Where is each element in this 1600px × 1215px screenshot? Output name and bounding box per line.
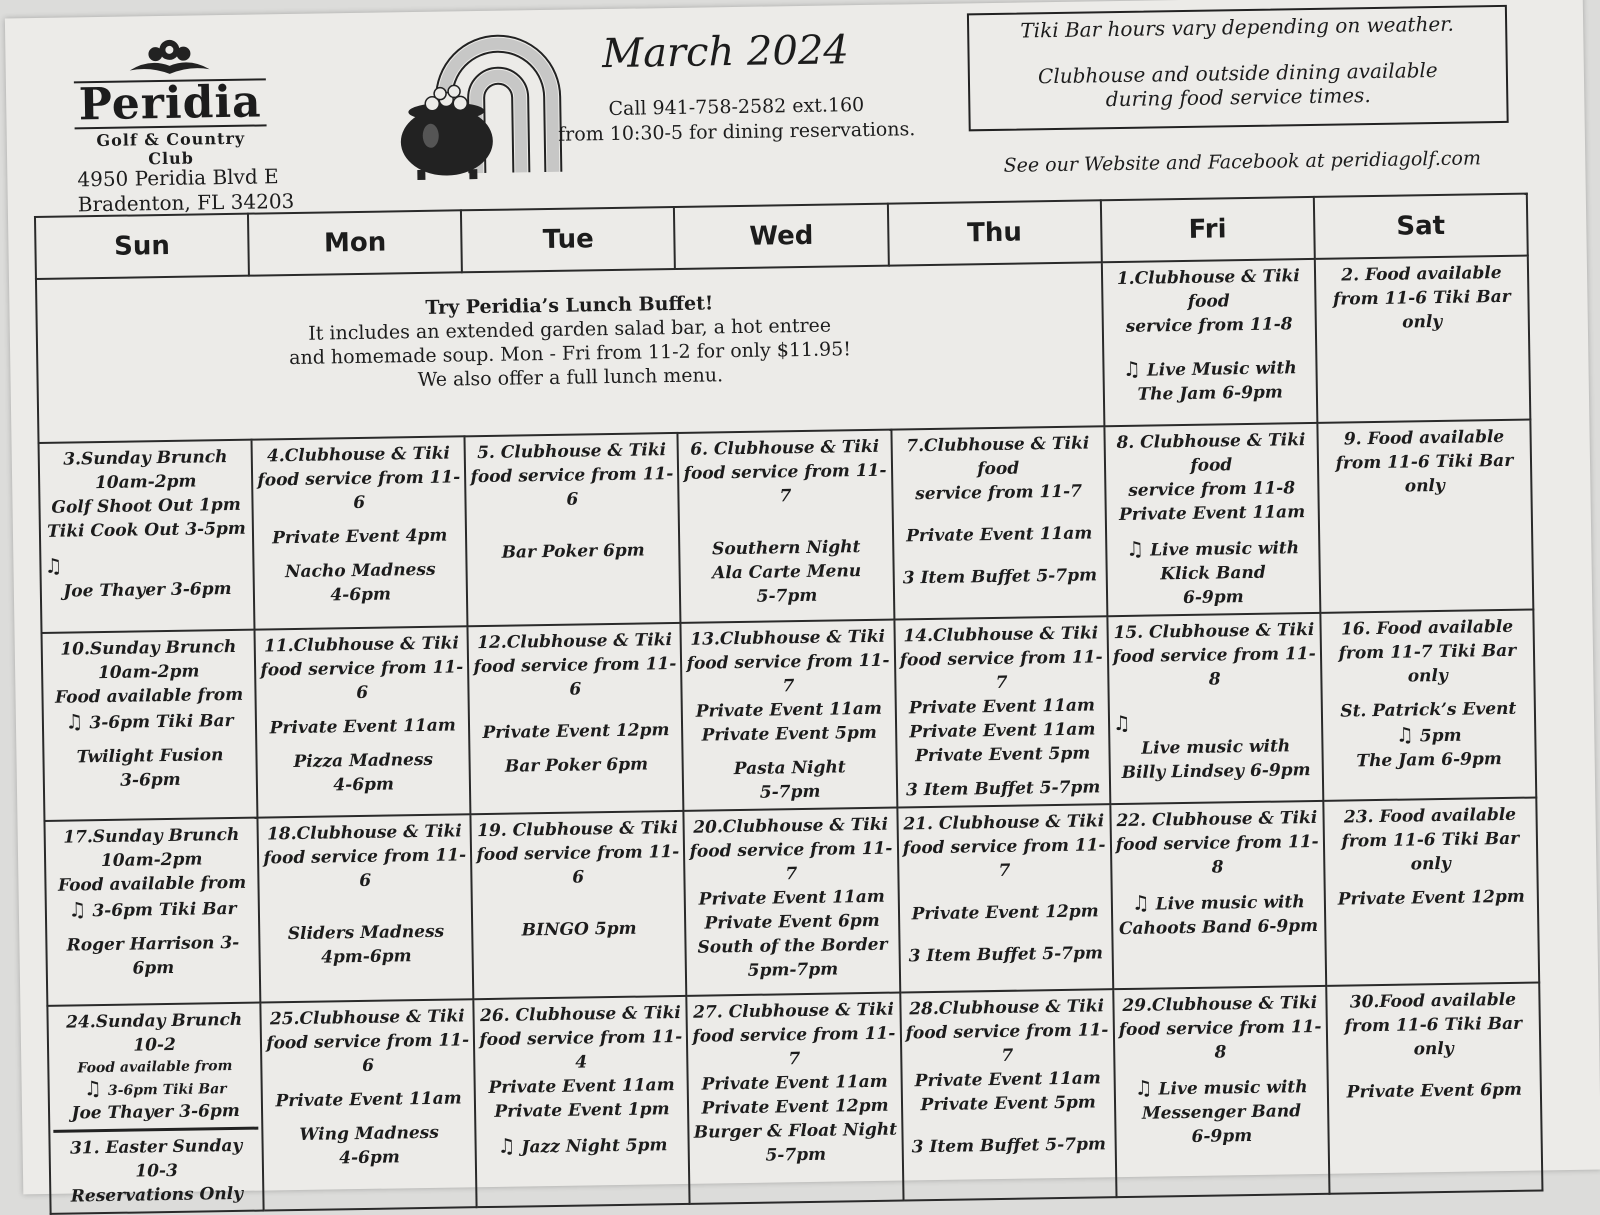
week-row-1 [36,256,1530,443]
week-row-5 [47,982,1542,1213]
event-line: 30.Food available [1349,989,1517,1013]
calendar-sheet [5,0,1600,1207]
music-notes-icon: ♫ [65,709,84,734]
day-cell-15 [1107,613,1323,804]
event-line: Private Event 11am [906,523,1093,547]
event-line: Private Event 11am [1118,502,1306,526]
event-line: Private Event 4pm [272,525,448,549]
music-notes-icon: ♫ [68,897,87,922]
event-line: food service from 11-6 [257,467,461,514]
event-line: 26. Clubhouse & Tiki [479,1002,681,1027]
music-notes-icon: ♫ [1112,710,1131,736]
event-line: 12.Clubhouse & Tiki [477,630,673,654]
event-line: Private Event 11am [701,1071,888,1095]
event-line: 28.Clubhouse & Tiki [909,996,1105,1020]
event-line: 3 Item Buffet 5-7pm [911,1134,1107,1158]
phone-line: Call 941-758-2582 ext.160 [608,93,865,120]
event-line: 21. Clubhouse & Tiki [903,811,1105,835]
event-line: food service from 11-6 [470,464,674,510]
event-line: Private Event 6pm [704,910,880,934]
day-cell-18 [258,814,474,1002]
event-line: Nacho Madness [284,559,436,583]
event-line: 2. Food available [1341,262,1502,286]
event-line: Private Event 11am [914,1068,1101,1092]
event-line: food service from 11-6 [263,845,467,892]
day-cell-7 [891,426,1107,619]
event-line: service from 11-8 [1125,314,1293,337]
day-cell-8 [1104,423,1320,616]
day-cell-21 [897,804,1113,992]
day-cell-6 [678,430,894,623]
event-line: BINGO 5pm [521,918,637,941]
event-line: 29.Clubhouse & Tiki [1122,992,1318,1017]
reservation-info [546,92,927,148]
weekday-wed: Wed [674,204,888,269]
event-line: 4-6pm [330,584,392,606]
event-line: only [1407,665,1448,687]
rainbow-pot-of-gold-icon [395,22,567,185]
event-line: Private Event 5pm [920,1092,1096,1116]
event-line: service from 11-8 [1128,478,1296,501]
event-line: Live music with [1158,1077,1308,1100]
event-line: 10am-2pm [94,471,197,494]
event-line: Sliders Madness [287,921,445,945]
day-cell-14 [894,616,1110,807]
event-line: 14.Clubhouse & Tiki [903,623,1099,647]
event-line: from 11-7 Tiki Bar [1338,640,1517,664]
event-line: Bar Poker 6pm [501,540,645,563]
event-line: 19. Clubhouse & Tiki [477,817,679,842]
lunch-buffet-promo [36,262,1104,443]
event-line: 5pm-7pm [747,959,839,981]
event-line: 27. Clubhouse & Tiki [693,999,895,1023]
event-line: food service from 11-7 [683,460,887,507]
event-line: only [1404,475,1445,497]
event-line: 4-6pm [339,1147,400,1169]
calendar-grid [34,193,1544,1215]
event-line: 18.Clubhouse & Tiki [266,821,462,845]
event-line: 10am-2pm [100,849,203,872]
event-line: 13.Clubhouse & Tiki [690,626,886,650]
event-line: Private Event 5pm [701,722,877,746]
music-notes-icon: ♫ [497,1133,516,1158]
event-line: The Jam 6-9pm [1356,749,1502,772]
event-line: food service from 11-8 [1112,643,1316,690]
event-line: food service from 11-6 [473,653,677,700]
day-cell-11 [255,626,471,817]
event-line: 23. Food available [1343,804,1517,828]
event-line: Tiki Cook Out 3-5pm [46,518,246,542]
event-line: Joe Thayer 3-6pm [71,1100,240,1124]
event-line: Private Event 12pm [911,901,1099,925]
event-line: 6-9pm [1191,1126,1253,1147]
event-line: Klick Band [1160,562,1266,585]
music-notes-icon: ♫ [1395,722,1415,747]
event-line: Private Event 1pm [494,1099,670,1122]
notice-dining-line-2: during food service times. [1105,83,1371,112]
event-line: 3 Item Buffet 5-7pm [902,565,1098,589]
event-line: service from 11-7 [915,481,1083,505]
day-cell-27 [687,993,903,1204]
event-line: from 11-6 Tiki Bar [1332,286,1511,310]
notice-tiki-hours: Tiki Bar hours vary depending on weather. [1020,11,1455,43]
weekday-tue: Tue [461,207,675,272]
notice-box [967,5,1509,131]
event-line: Private Event 11am [269,715,456,739]
event-line: Billy Lindsey 6-9pm [1121,760,1311,784]
event-line: food service from 11-7 [689,838,893,885]
weekday-sun: Sun [35,214,249,279]
event-line: Twilight Fusion [76,745,224,768]
club-address [77,164,294,217]
event-line: food service from 11-7 [905,1020,1109,1066]
event-line: 5-7pm [765,1144,827,1166]
event-line: 4pm-6pm [320,946,412,968]
event-line: Ala Carte Menu [711,561,862,584]
address-line-1: 4950 Peridia Blvd E [77,164,279,192]
event-line: 15. Clubhouse & Tiki [1113,619,1315,644]
event-line: 16. Food available [1340,616,1514,640]
day-cell-30 [1326,982,1542,1193]
month-title: March 2024 [601,27,850,78]
event-line: only [1410,853,1451,875]
day-cell-28 [900,989,1116,1200]
address-line-2: Bradenton, FL 34203 [77,188,295,217]
day-cell-5 [465,433,681,626]
event-line: Food available from [57,872,247,896]
event-line: Private Event 11am [695,698,883,722]
event-line: Bar Poker 6pm [504,754,649,777]
event-line: 4-6pm [333,774,395,796]
weekday-mon: Mon [248,210,462,275]
reservation-hours: from 10:30-5 for dining reservations. [558,118,916,146]
event-line: 7.Clubhouse & Tiki food [906,433,1090,480]
event-line: 11.Clubhouse & Tiki [263,633,460,657]
event-line: 3-6pm [119,769,181,791]
event-line: 24.Sunday Brunch 10-2 [66,1009,243,1056]
week-row-3 [42,610,1537,821]
event-line: Food available from [54,684,244,708]
event-line: Private Event 11am [698,886,885,910]
event-line: Messenger Band [1141,1101,1302,1124]
day-cell-17 [44,818,260,1006]
event-line: food service from 11-8 [1115,831,1319,878]
event-line: 5. Clubhouse & Tiki [476,440,667,464]
event-line: Reservations Only [70,1183,244,1207]
event-line: Jazz Night 5pm [521,1135,668,1158]
event-line: Private Event 11am [488,1075,675,1098]
event-line: Private Event 11am [908,695,1096,719]
event-line: Cahoots Band 6-9pm [1118,915,1319,940]
event-line: 4.Clubhouse & Tiki [266,443,451,467]
day-cell-22 [1110,801,1326,989]
music-notes-icon: ♫ [83,1076,103,1101]
weekday-sat: Sat [1314,194,1528,259]
event-line: Pasta Night [733,757,846,780]
event-line: Pizza Madness [293,749,434,773]
event-line: Live Music with [1146,358,1297,381]
day-cell-3 [39,440,255,633]
event-line: 3-6pm Tiki Bar [89,710,234,734]
event-line: 17.Sunday Brunch [63,824,240,848]
event-line: 5-7pm [756,585,818,607]
event-line: 5pm [1419,725,1462,747]
club-name: Peridia [74,78,267,129]
event-line: 6. Clubhouse & Tiki [690,436,880,460]
week-row-4 [44,798,1539,1006]
music-notes-icon: ♫ [1125,536,1145,561]
event-line: South of the Border [697,934,888,958]
event-line: Private Event 12pm [701,1095,889,1119]
day-cell-9 [1317,420,1533,613]
day-cell-24-31 [47,1003,263,1214]
event-line: 22. Clubhouse & Tiki [1116,807,1318,832]
club-subtitle: Golf & Country Club [96,128,246,169]
day-cell-23 [1323,798,1539,986]
rose-crest-icon [109,35,230,81]
buffet-line-2: and homemade soup. Mon - Fri from 11-2 for only $11.95! [289,338,852,370]
event-line: 6-9pm [1182,587,1244,609]
day-divider [53,1127,258,1133]
event-line: Live music with [1149,538,1300,561]
day-cell-13 [681,620,897,811]
event-line: St. Patrick’s Event [1340,698,1517,722]
website-line: See our Website and Facebook at peridiagolf.com [1003,147,1482,177]
event-line: 10am-2pm [97,661,200,684]
event-line: 3.Sunday Brunch [63,447,228,470]
day-cell-25 [260,999,476,1210]
day-cell-2 [1315,256,1531,423]
event-line: Private Event 12pm [1337,886,1525,910]
weekday-thu: Thu [887,200,1101,265]
event-line: Golf Shoot Out 1pm [51,494,241,518]
notice-dining-line-1: Clubhouse and outside dining available [1037,57,1438,89]
event-line: food service from 11-8 [1118,1016,1322,1063]
event-line: Private Event 6pm [1346,1079,1523,1103]
event-line: 9. Food available [1343,426,1505,450]
day-cell-4 [252,436,468,629]
event-line: 3 Item Buffet 5-7pm [905,777,1101,801]
event-line: Wing Madness [299,1122,440,1145]
week-row-2 [39,420,1534,633]
buffet-title: Try Peridia’s Lunch Buffet! [425,292,714,319]
event-line: Burger & Float Night [693,1119,898,1143]
event-line: Southern Night [711,537,861,560]
buffet-line-3: We also offer a full lunch menu. [417,364,724,392]
day-cell-16 [1320,610,1536,801]
event-line: only [1402,311,1443,333]
event-line: 3 Item Buffet 5-7pm [908,943,1104,967]
event-line: Food available from [77,1058,233,1077]
day-cell-1 [1102,259,1318,426]
event-line: from 11-6 Tiki Bar [1344,1013,1523,1037]
event-line: food service from 11-7 [902,835,1106,881]
day-cell-12 [468,623,684,814]
event-line: 5-7pm [759,781,821,803]
event-line: from 11-6 Tiki Bar [1341,828,1520,852]
event-line: Roger Harrison 3-6pm [66,932,240,979]
event-line: The Jam 6-9pm [1137,382,1283,405]
event-line: 3-6pm Tiki Bar [107,1081,227,1099]
event-line: 10.Sunday Brunch [60,636,237,660]
buffet-line-1: It includes an extended garden salad bar, a hot entree [308,314,832,345]
music-notes-icon: ♫ [1131,890,1150,915]
event-line: 25.Clubhouse & Tiki [269,1006,465,1030]
event-line: food service from 11-6 [476,841,680,888]
event-line: 1.Clubhouse & Tiki food [1116,266,1300,312]
event-line: Live music with [1155,892,1305,915]
event-line: Joe Thayer 3-6pm [63,578,232,602]
event-line: Private Event 11am [909,719,1096,743]
event-line: Private Event 12pm [482,720,670,744]
event-line: food service from 11-7 [692,1023,896,1070]
event-line: food service from 11-6 [266,1030,470,1076]
event-line: 3-6pm Tiki Bar [92,898,237,922]
event-line: Private Event 11am [275,1088,462,1112]
day-cell-10 [42,630,258,821]
day-cell-29 [1113,986,1329,1197]
music-notes-icon: ♫ [1134,1075,1153,1100]
event-line: from 11-6 Tiki Bar [1335,450,1514,474]
day-cell-26 [474,996,690,1207]
event-line: 20.Clubhouse & Tiki [693,814,889,838]
event-line: food service from 11-7 [686,650,890,697]
music-notes-icon: ♫ [1122,356,1142,381]
event-line: food service from 11-7 [899,647,1103,693]
day-cell-19 [471,811,687,999]
event-line: food service from 11-4 [479,1026,683,1073]
event-line: food service from 11-6 [260,657,464,704]
music-notes-icon: ♫ [44,553,63,578]
event-line: Live music with [1141,736,1291,759]
event-line: 8. Clubhouse & Tiki food [1116,430,1306,476]
event-line: 31. Easter Sunday 10-3 [69,1135,243,1182]
event-line: Private Event 5pm [914,743,1091,767]
club-logo [69,34,271,169]
event-line: only [1413,1038,1454,1060]
day-cell-20 [684,808,900,996]
weekday-fri: Fri [1101,197,1315,262]
